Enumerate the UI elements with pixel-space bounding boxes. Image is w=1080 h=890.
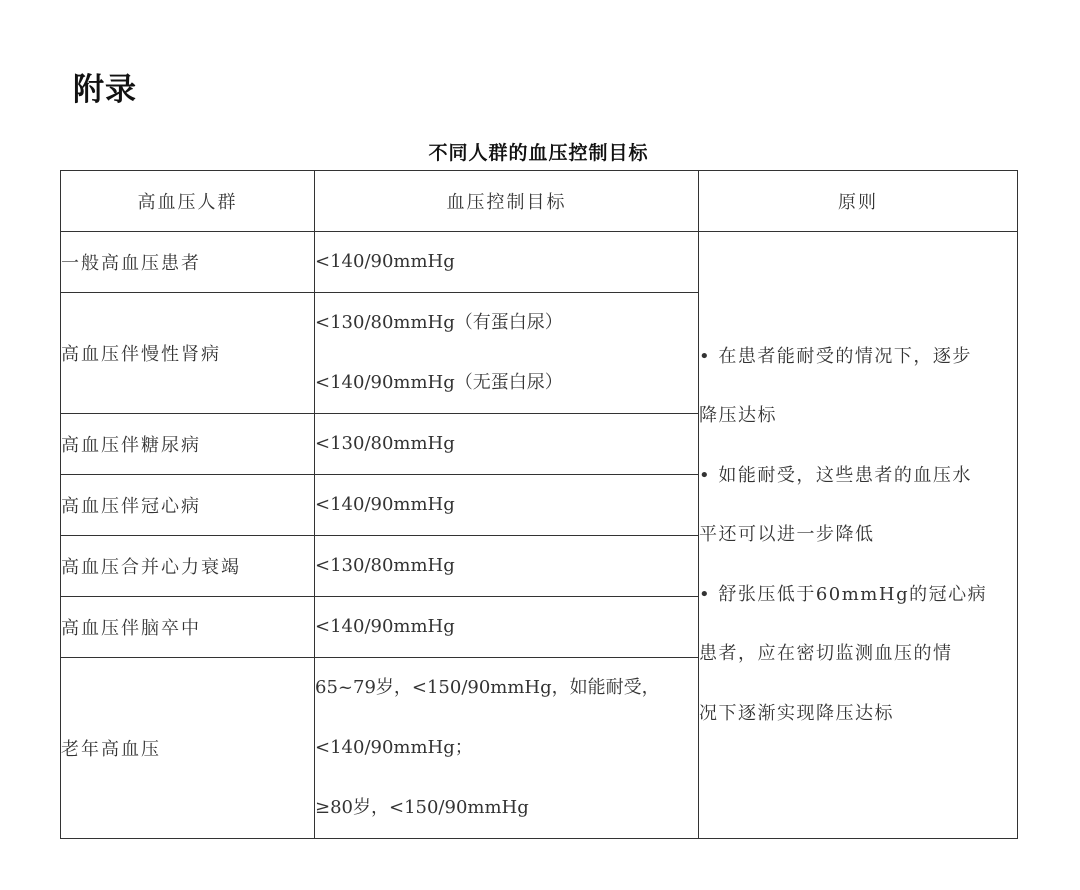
table-title: 不同人群的血压控制目标 bbox=[428, 142, 649, 164]
target-value: <140/90mmHg bbox=[315, 251, 455, 272]
target-value: 65~79岁，<150/90mmHg，如能耐受， bbox=[315, 677, 660, 698]
header-population: 高血压人群 bbox=[61, 171, 315, 232]
target-cell bbox=[315, 597, 699, 658]
principle-line: 平还可以进一步降低 bbox=[699, 524, 875, 546]
target-value: <130/80mmHg（有蛋白尿） bbox=[315, 312, 563, 333]
population-cell: 高血压合并心力衰竭 bbox=[61, 536, 315, 597]
population-cell: 高血压伴慢性肾病 bbox=[61, 293, 315, 414]
table-header-row bbox=[61, 171, 1018, 232]
target-cell bbox=[315, 475, 699, 536]
table-row bbox=[61, 232, 1018, 293]
population-cell: 老年高血压 bbox=[61, 658, 315, 839]
page-title: 附录 bbox=[73, 72, 137, 108]
population-cell: 高血压伴冠心病 bbox=[61, 475, 315, 536]
target-cell bbox=[315, 658, 699, 839]
principle-line: • 如能耐受，这些患者的血压水 bbox=[699, 464, 972, 486]
target-value: <140/90mmHg bbox=[315, 616, 455, 637]
principle-cell bbox=[699, 232, 1018, 839]
principle-line: • 舒张压低于60mmHg的冠心病 bbox=[699, 583, 988, 605]
target-value: <130/80mmHg bbox=[315, 555, 455, 576]
principle-line: 况下逐渐实现降压达标 bbox=[699, 702, 894, 724]
target-cell bbox=[315, 414, 699, 475]
target-cell bbox=[315, 293, 699, 414]
target-value: <130/80mmHg bbox=[315, 433, 455, 454]
target-value: <140/90mmHg； bbox=[315, 737, 473, 758]
target-value: <140/90mmHg（无蛋白尿） bbox=[315, 372, 563, 393]
principle-line: 降压达标 bbox=[699, 405, 777, 427]
target-value: <140/90mmHg bbox=[315, 494, 455, 515]
principle-line: • 在患者能耐受的情况下，逐步 bbox=[699, 345, 972, 367]
principle-line: 患者，应在密切监测血压的情 bbox=[699, 643, 953, 665]
population-cell: 一般高血压患者 bbox=[61, 232, 315, 293]
population-cell: 高血压伴糖尿病 bbox=[61, 414, 315, 475]
header-target: 血压控制目标 bbox=[315, 171, 699, 232]
population-cell: 高血压伴脑卒中 bbox=[61, 597, 315, 658]
header-principle: 原则 bbox=[699, 171, 1018, 232]
target-value: ≥80岁，<150/90mmHg bbox=[315, 797, 529, 818]
target-cell bbox=[315, 232, 699, 293]
bp-target-table bbox=[60, 170, 1018, 839]
target-cell bbox=[315, 536, 699, 597]
